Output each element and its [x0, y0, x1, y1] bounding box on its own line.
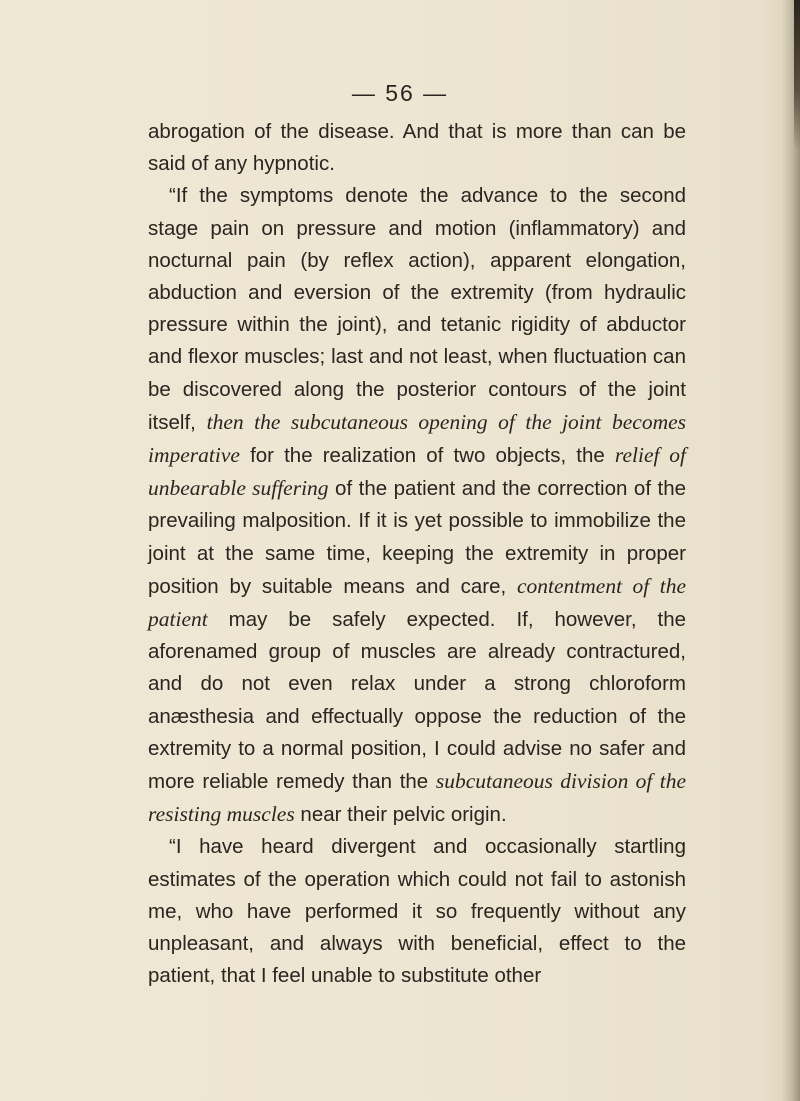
text-segment: near their pelvic origin. [294, 803, 507, 827]
page-number: — 56 — [351, 80, 449, 106]
text-segment: of the patient and the correction of the prevailing malposition. If it is yet possible to immobilize the joint at the same time, keeping the extremity in proper position by suitable means and care, [148, 477, 687, 598]
text-segment: may be safely expected. If, however, the aforenamed group of muscles are already contractured, and do not even relax under a strong chloroform anæsthesia and effectually oppose the reduction of the extremity to a normal position, I could advise no safer and more reliable remedy than the [148, 608, 686, 794]
text-segment: abrogation of the disease. And that is more than can be said of any hypnotic. [148, 120, 686, 176]
italic-segment: subcutaneous division of the resisting muscles [148, 769, 686, 827]
paragraph-2 [148, 180, 686, 831]
italic-segment: contentment of the patient [148, 573, 686, 632]
italic-segment: then the subcutaneous opening of the joint becomes imperative [148, 409, 687, 468]
italic-segment: relief of unbearable suffering [148, 443, 686, 501]
paragraph-1 [148, 116, 686, 180]
body-text [148, 116, 686, 992]
page-edge-shadow [782, 0, 800, 1101]
text-segment: for the realization of two objects, the [239, 444, 615, 468]
text-segment: “If the symptoms denote the advance to the second stage pain on pressure and motion (inflammatory) and nocturnal pain (by reflex action), apparent elongation, abduction and eversion of the extremity (from hydraulic pressure within the joint), and tetanic rigidity of abductor and flexor muscles; last and not least, when fluctuation can be discovered along the posterior contours of the joint itself, [148, 184, 686, 434]
text-segment: “I have heard divergent and occasionally startling estimates of the operation which could not fail to astonish me, who have performed it so frequently without any unpleasant, and always with beneficial, effect to the patient, that I feel unable to substitute other [148, 835, 686, 988]
page-edge-dark [794, 0, 800, 150]
paragraph-3 [148, 831, 686, 992]
